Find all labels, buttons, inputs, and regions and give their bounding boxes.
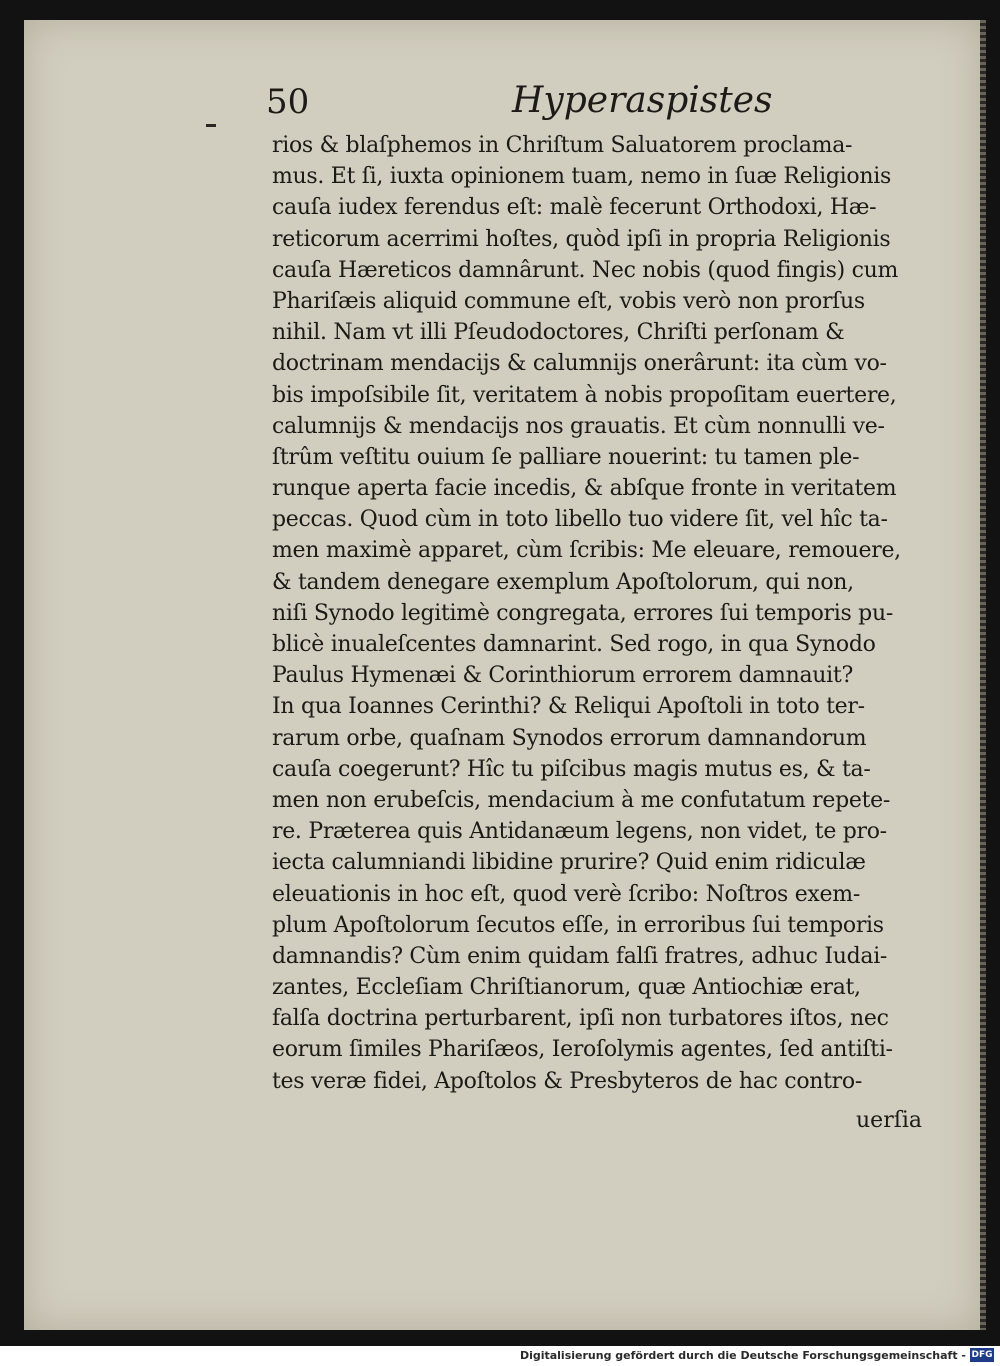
catchword: uerſia [856,1108,922,1133]
text-line: In qua Ioannes Cerinthi? & Reliqui Apoſtoli in toto ter- [272,694,865,720]
text-line: bis impoſsibile ſit, veritatem à nobis propoſitam euertere, [272,382,897,408]
text-line: doctrinam mendacijs & calumnijs onerârunt: ita cùm vo- [272,351,887,377]
footer [0,1346,1000,1366]
text-line: damnandis? Cùm enim quidam falſi fratres, adhuc Iudai- [272,943,888,969]
running-title: Hyperaspistes [512,80,773,121]
text-line: nihil. Nam vt illi Pſeudodoctores, Chriſti perſonam & [272,320,845,346]
funding-credit: Digitalisierung gefördert durch die Deutsche Forschungsgemeinschaft - [519,1349,966,1362]
text-line: niſi Synodo legitimè congregata, errores ſui temporis pu- [272,600,893,626]
text-line: blicè inualeſcentes damnarint. Sed rogo, in qua Synodo [272,632,876,657]
text-line: tes veræ fidei, Apoſtolos & Presbyteros de hac contro- [272,1068,862,1094]
text-line: zantes, Eccleſiam Chriſtianorum, quæ Antiochiæ erat, [272,975,861,1001]
text-line: cauſa iudex ferendus eſt: malè fecerunt Orthodoxi, Hæ- [272,195,877,221]
text-line: eorum ſimiles Phariſæos, Ieroſolymis agentes, ſed antiſti- [272,1037,893,1063]
text-line: rios & blaſphemos in Chriſtum Saluatorem proclama- [272,133,853,158]
text-line: Paulus Hymenæi & Corinthiorum errorem damnauit? [272,663,853,689]
page-header [266,82,946,132]
body-text [272,130,932,1097]
text-line: men non erubeſcis, mendacium à me confutatum repete- [272,787,891,813]
text-line: plum Apoſtolorum ſecutos eſſe, in erroribus ſui temporis [272,912,884,938]
text-line: calumnijs & mendacijs nos grauatis. Et cùm nonnulli ve- [272,413,885,439]
text-line: reticorum acerrimi hoſtes, quòd ipſi in propria Religionis [272,226,891,252]
text-line: ſtrûm veſtitu ouium ſe palliare nouerint: tu tamen ple- [272,444,860,470]
text-line: runque aperta facie incedis, & abſque fronte in veritatem [272,476,897,502]
text-line: & tandem denegare exemplum Apoſtolorum, qui non, [272,569,854,595]
text-line: mus. Et ſi, iuxta opinionem tuam, nemo in ſuæ Religionis [272,164,891,190]
text-line: falſa doctrina perturbarent, ipſi non turbatores iſtos, nec [272,1006,889,1032]
text-line: eleuationis in hoc eſt, quod verè ſcribo: Noſtros exem- [272,881,860,907]
text-line: re. Præterea quis Antidanæum legens, non videt, te pro- [272,819,887,845]
text-line: peccas. Quod cùm in toto libello tuo videre ſit, vel hîc ta- [272,507,888,533]
margin-mark [206,124,216,127]
page-number: 50 [266,82,310,122]
text-line: Phariſæis aliquid commune eſt, vobis verò non prorſus [272,288,865,314]
text-line: cauſa coegerunt? Hîc tu piſcibus magis mutus es, & ta- [272,756,871,782]
text-line: men maximè apparet, cùm ſcribis: Me eleuare, remouere, [272,538,901,564]
text-line: cauſa Hæreticos damnârunt. Nec nobis (quod fingis) cum [272,257,899,283]
page-edge [980,20,986,1330]
text-line: rarum orbe, quaſnam Synodos errorum damnandorum [272,725,867,751]
dfg-logo: DFG [971,1350,993,1360]
text-line: iecta calumniandi libidine prurire? Quid enim ridiculæ [272,850,866,876]
